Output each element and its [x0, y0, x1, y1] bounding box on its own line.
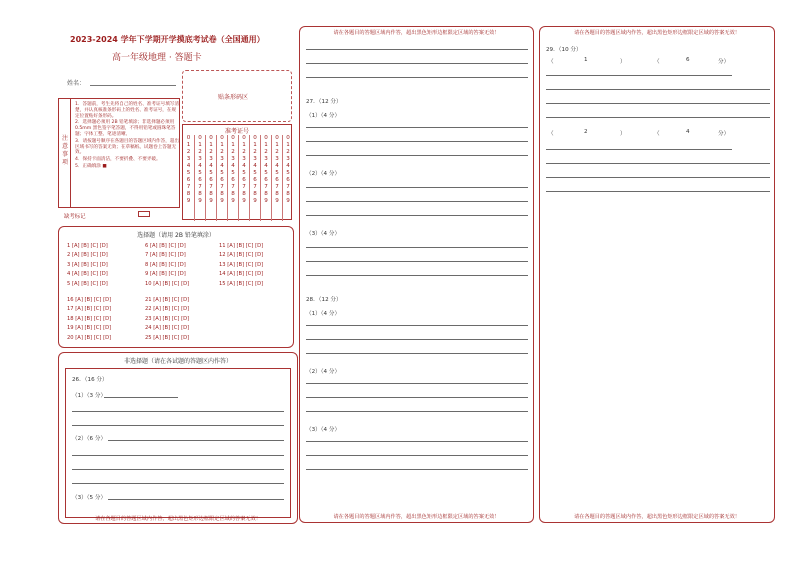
exam-number-digit[interactable]: 5 — [231, 170, 235, 176]
exam-number-digit[interactable]: 5 — [186, 170, 191, 176]
exam-number-digit[interactable]: 8 — [186, 191, 191, 197]
mc-question-row[interactable]: 23 [A] [B] [C] [D] — [145, 315, 190, 322]
mc-question-row[interactable]: 22 [A] [B] [C] [D] — [145, 306, 190, 313]
exam-number-digit[interactable]: 1 — [198, 142, 202, 148]
name-label: 姓名： — [67, 80, 86, 87]
notice-list — [75, 102, 179, 171]
exam-number-digit[interactable]: 7 — [253, 184, 257, 190]
name-field[interactable] — [90, 85, 176, 86]
exam-number-digit[interactable]: 4 — [286, 163, 290, 169]
mc-question-row[interactable]: 15 [A] [B] [C] [D] — [219, 280, 264, 287]
exam-number-digit[interactable]: 4 — [275, 163, 279, 169]
exam-number-digit[interactable]: 9 — [209, 198, 213, 204]
exam-number-digit[interactable]: 9 — [275, 198, 279, 204]
barcode-label: 贴条形码区 — [218, 94, 249, 101]
exam-number-column[interactable] — [260, 135, 271, 221]
exam-number-digit[interactable]: 2 — [186, 149, 191, 155]
exam-number-digit[interactable]: 7 — [186, 184, 191, 190]
exam-number-digit[interactable]: 9 — [264, 198, 268, 204]
mc-question-row[interactable]: 2 [A] [B] [C] [D] — [67, 252, 108, 259]
column2-header: 请在各题目的答题区域内作答，超出黑色矩形边框限定区域的答案无效！ — [333, 30, 500, 36]
exam-title: 2023-2024 学年下学期开学摸底考试卷（全国通用） — [70, 35, 265, 44]
exam-number-digit[interactable]: 8 — [220, 191, 224, 197]
q29-label: 29．（10 分） — [546, 47, 582, 53]
q26-part3-label: （3）（5 分） — [72, 495, 107, 501]
exam-number-digit[interactable]: 6 — [231, 177, 235, 183]
exam-number-digit[interactable]: 5 — [264, 170, 268, 176]
exam-number-digit[interactable]: 6 — [264, 177, 268, 183]
exam-number-column[interactable] — [282, 135, 293, 221]
exam-number-column[interactable] — [183, 135, 194, 221]
q29-part2-score-open: （ — [654, 131, 660, 137]
notice-item: 1．答题前，考生先将自己的姓名、准考证号填写清楚，并认真核准条形码上的姓名、准考证号，在规定位置贴好条形码。 — [75, 102, 179, 119]
exam-number-digit[interactable]: 8 — [275, 191, 279, 197]
exam-number-digit[interactable]: 3 — [186, 156, 191, 162]
column2-answer-area[interactable] — [299, 26, 534, 523]
mc-question-row[interactable]: 7 [A] [B] [C] [D] — [145, 252, 186, 259]
mc-question-row[interactable]: 21 [A] [B] [C] [D] — [145, 297, 190, 303]
exam-number-digit[interactable]: 8 — [209, 191, 213, 197]
mc-question-row[interactable]: 5 [A] [B] [C] [D] — [67, 280, 108, 287]
exam-number-digit[interactable]: 3 — [198, 156, 202, 162]
q28-part3-label: （3）（4 分） — [306, 427, 341, 433]
exam-number-digit[interactable]: 7 — [264, 184, 268, 190]
exam-number-digit[interactable]: 5 — [220, 170, 224, 176]
exam-number-digit[interactable]: 2 — [231, 149, 235, 155]
exam-number-digit[interactable]: 5 — [242, 170, 246, 176]
mc-question-row[interactable]: 10 [A] [B] [C] [D] — [145, 280, 190, 287]
q27-part1-label: （1）（4 分） — [306, 113, 341, 119]
exam-number-digit[interactable]: 6 — [209, 177, 213, 183]
q27-part3-label: （3）（4 分） — [306, 231, 341, 237]
exam-number-digit[interactable]: 6 — [242, 177, 246, 183]
exam-number-digit[interactable]: 9 — [220, 198, 224, 204]
exam-number-digit[interactable]: 7 — [275, 184, 279, 190]
q29-part1-score: 6 — [686, 57, 690, 63]
q26-answer-area[interactable] — [65, 368, 291, 518]
q29-part2-close: ） — [620, 131, 626, 137]
exam-number-digit[interactable]: 0 — [242, 135, 246, 141]
exam-number-column[interactable] — [227, 135, 238, 221]
exam-number-digit[interactable]: 3 — [231, 156, 235, 162]
exam-number-digit[interactable]: 2 — [275, 149, 279, 155]
exam-number-digit[interactable]: 5 — [286, 170, 290, 176]
q29-part1-close: ） — [620, 59, 626, 65]
mc-question-row[interactable]: 13 [A] [B] [C] [D] — [219, 261, 264, 268]
exam-number-digit[interactable]: 8 — [231, 191, 235, 197]
mc-question-row[interactable]: 8 [A] [B] [C] [D] — [145, 261, 186, 268]
exam-number-digit[interactable]: 0 — [253, 135, 257, 141]
column1-footer: 请在各题目的答题区域内作答，超出黑色矩形边框限定区域的答案无效！ — [94, 516, 261, 522]
exam-number-digit[interactable]: 0 — [198, 135, 202, 141]
exam-number-digit[interactable]: 3 — [253, 156, 257, 162]
exam-number-digit[interactable]: 7 — [198, 184, 202, 190]
q29-part2-num: 2 — [584, 129, 588, 135]
exam-number-digit[interactable]: 9 — [198, 198, 202, 204]
exam-number-digit[interactable]: 0 — [209, 135, 213, 141]
exam-number-digit[interactable]: 5 — [253, 170, 257, 176]
non-choice-title: 非选择题（请在各试题的答题区内作答） — [123, 358, 232, 365]
exam-number-digit[interactable]: 0 — [264, 135, 268, 141]
mc-question-row[interactable]: 17 [A] [B] [C] [D] — [67, 306, 112, 313]
exam-number-digit[interactable]: 5 — [275, 170, 279, 176]
exam-number-digit[interactable]: 8 — [253, 191, 257, 197]
exam-number-digit[interactable]: 8 — [198, 191, 202, 197]
exam-number-digit[interactable]: 5 — [198, 170, 202, 176]
exam-number-digit[interactable]: 2 — [198, 149, 202, 155]
mc-question-row[interactable]: 1 [A] [B] [C] [D] — [67, 243, 108, 249]
exam-number-digit[interactable]: 4 — [242, 163, 246, 169]
exam-number-digit[interactable]: 6 — [220, 177, 224, 183]
exam-number-digit[interactable]: 4 — [253, 163, 257, 169]
notice-item: 4．保持卡面清洁，不要折叠、不要弄破。 — [75, 157, 161, 163]
exam-number-digit[interactable]: 6 — [286, 177, 290, 183]
exam-number-digit[interactable]: 2 — [209, 149, 213, 155]
exam-number-digit[interactable]: 1 — [264, 142, 268, 148]
exam-number-digit[interactable]: 7 — [231, 184, 235, 190]
q29-part1-open: （ — [548, 59, 554, 65]
q29-part1-score-unit: 分） — [718, 59, 730, 65]
column3-header: 请在各题目的答题区域内作答，超出黑色矩形边框限定区域的答案无效！ — [573, 30, 740, 36]
column3-answer-area[interactable] — [539, 26, 775, 523]
exam-number-column[interactable] — [205, 135, 216, 221]
exam-number-column[interactable] — [238, 135, 249, 221]
exam-number-digit[interactable]: 0 — [286, 135, 290, 141]
exam-number-digit[interactable]: 7 — [242, 184, 246, 190]
exam-number-digit[interactable]: 7 — [209, 184, 213, 190]
q29-part2-score: 4 — [686, 129, 690, 135]
exam-number-column[interactable] — [249, 135, 260, 221]
mc-question-row[interactable]: 14 [A] [B] [C] [D] — [219, 271, 264, 278]
exam-number-digit[interactable]: 9 — [242, 198, 246, 204]
exam-number-digit[interactable]: 2 — [253, 149, 257, 155]
q28-part2-label: （2）（4 分） — [306, 369, 341, 375]
exam-number-digit[interactable]: 8 — [286, 191, 290, 197]
mc-question-row[interactable]: 11 [A] [B] [C] [D] — [219, 243, 264, 249]
exam-number-digit[interactable]: 1 — [209, 142, 213, 148]
exam-number-digit[interactable]: 1 — [231, 142, 235, 148]
exam-number-digit[interactable]: 4 — [231, 163, 235, 169]
notice-item: 3．请按题号顺序在各题目的答题区域内作答，超出区域书写的答案无效；在草稿纸、试题卷上答题无效。 — [75, 138, 179, 156]
q28-label: 28．（12 分） — [306, 297, 342, 303]
exam-number-digit[interactable]: 3 — [242, 156, 246, 162]
exam-number-digit[interactable]: 8 — [264, 191, 268, 197]
q26-part2-label: （2）（6 分） — [72, 436, 107, 442]
multiple-choice-panel — [58, 226, 294, 348]
exam-number-digit[interactable]: 3 — [220, 156, 224, 162]
notice-box — [58, 98, 180, 208]
exam-number-digit[interactable]: 9 — [253, 198, 257, 204]
exam-number-digit[interactable]: 8 — [242, 191, 246, 197]
exam-number-digit[interactable]: 3 — [275, 156, 279, 162]
exam-number-digit[interactable]: 4 — [220, 163, 224, 169]
exam-number-digit[interactable]: 6 — [198, 177, 202, 183]
mc-question-row[interactable]: 4 [A] [B] [C] [D] — [67, 271, 108, 278]
exam-number-digit[interactable]: 9 — [186, 198, 191, 204]
exam-number-digit[interactable]: 0 — [220, 135, 224, 141]
exam-number-column[interactable] — [194, 135, 205, 221]
notice-heading: 注意事项 — [62, 135, 69, 166]
mc-question-row[interactable]: 12 [A] [B] [C] [D] — [219, 252, 264, 259]
exam-number-digit[interactable]: 9 — [231, 198, 235, 204]
exam-number-digit[interactable]: 4 — [264, 163, 268, 169]
mc-question-row[interactable]: 25 [A] [B] [C] [D] — [145, 334, 190, 341]
exam-number-digit[interactable]: 3 — [264, 156, 268, 162]
exam-number-digit[interactable]: 2 — [264, 149, 268, 155]
exam-number-digit[interactable]: 0 — [275, 135, 279, 141]
q28-part1-label: （1）（4 分） — [306, 311, 341, 317]
mc-question-row[interactable]: 20 [A] [B] [C] [D] — [67, 334, 112, 341]
exam-number-digit[interactable]: 4 — [186, 163, 191, 169]
notice-item: 5．正确填涂 ■ — [75, 163, 107, 169]
exam-number-digit[interactable]: 2 — [220, 149, 224, 155]
exam-number-digit[interactable]: 2 — [242, 149, 246, 155]
notice-side — [59, 99, 71, 207]
exam-number-grid[interactable] — [183, 135, 291, 221]
q29-part1-num: 1 — [584, 57, 588, 63]
exam-number-digit[interactable]: 5 — [209, 170, 213, 176]
column3-footer: 请在各题目的答题区域内作答，超出黑色矩形边框限定区域的答案无效！ — [573, 514, 740, 520]
non-choice-panel — [58, 352, 298, 524]
exam-number-digit[interactable]: 3 — [286, 156, 290, 162]
q29-part2-score-unit: 分） — [718, 131, 730, 137]
exam-number-digit[interactable]: 0 — [231, 135, 235, 141]
exam-number-column[interactable] — [216, 135, 227, 221]
mc-question-row[interactable]: 24 [A] [B] [C] [D] — [145, 325, 190, 332]
absent-checkbox[interactable] — [138, 211, 150, 217]
q26-part1-label: （1）（3 分） — [72, 393, 107, 399]
q29-part2-open: （ — [548, 131, 554, 137]
q26-label: 26．（16 分） — [72, 377, 108, 383]
mc-question-row[interactable]: 3 [A] [B] [C] [D] — [67, 261, 108, 268]
exam-number-digit[interactable]: 1 — [253, 142, 257, 148]
exam-number-box — [182, 124, 292, 220]
absent-label: 缺考标记 — [64, 214, 86, 220]
mc-question-row[interactable]: 16 [A] [B] [C] [D] — [67, 297, 112, 303]
exam-number-digit[interactable]: 6 — [186, 177, 191, 183]
exam-number-digit[interactable]: 7 — [286, 184, 290, 190]
exam-number-digit[interactable]: 1 — [286, 142, 290, 148]
exam-number-digit[interactable]: 7 — [220, 184, 224, 190]
exam-number-digit[interactable]: 9 — [286, 198, 290, 204]
q27-part2-label: （2）（4 分） — [306, 171, 341, 177]
q29-part1-score-open: （ — [654, 59, 660, 65]
exam-number-digit[interactable]: 1 — [275, 142, 279, 148]
mc-question-row[interactable]: 6 [A] [B] [C] [D] — [145, 243, 186, 249]
mc-question-row[interactable]: 19 [A] [B] [C] [D] — [67, 325, 112, 332]
mc-question-row[interactable]: 9 [A] [B] [C] [D] — [145, 271, 186, 278]
column2-footer: 请在各题目的答题区域内作答，超出黑色矩形边框限定区域的答案无效！ — [333, 514, 500, 520]
exam-number-title: 准考证号 — [224, 128, 249, 135]
exam-number-digit[interactable]: 1 — [186, 142, 191, 148]
mc-question-row[interactable]: 18 [A] [B] [C] [D] — [67, 315, 112, 322]
exam-number-digit[interactable]: 1 — [220, 142, 224, 148]
exam-number-digit[interactable]: 1 — [242, 142, 246, 148]
exam-number-digit[interactable]: 6 — [275, 177, 279, 183]
exam-number-digit[interactable]: 3 — [209, 156, 213, 162]
exam-number-digit[interactable]: 2 — [286, 149, 290, 155]
exam-number-digit[interactable]: 0 — [186, 135, 191, 141]
exam-number-digit[interactable]: 4 — [198, 163, 202, 169]
answer-sheet-subtitle: 高一年级地理 · 答题卡 — [112, 53, 202, 63]
exam-number-column[interactable] — [271, 135, 282, 221]
q27-label: 27．（12 分） — [306, 99, 342, 105]
notice-item: 2．选择题必须用 2B 铅笔填涂；非选择题必须用 0.5mm 黑色签字笔答题，不得用铅笔或圆珠笔答题；字体工整、笔迹清晰。 — [75, 120, 176, 137]
exam-number-digit[interactable]: 4 — [209, 163, 213, 169]
exam-number-digit[interactable]: 6 — [253, 177, 257, 183]
multiple-choice-title: 选择题（请用 2B 铅笔填涂） — [137, 232, 215, 239]
